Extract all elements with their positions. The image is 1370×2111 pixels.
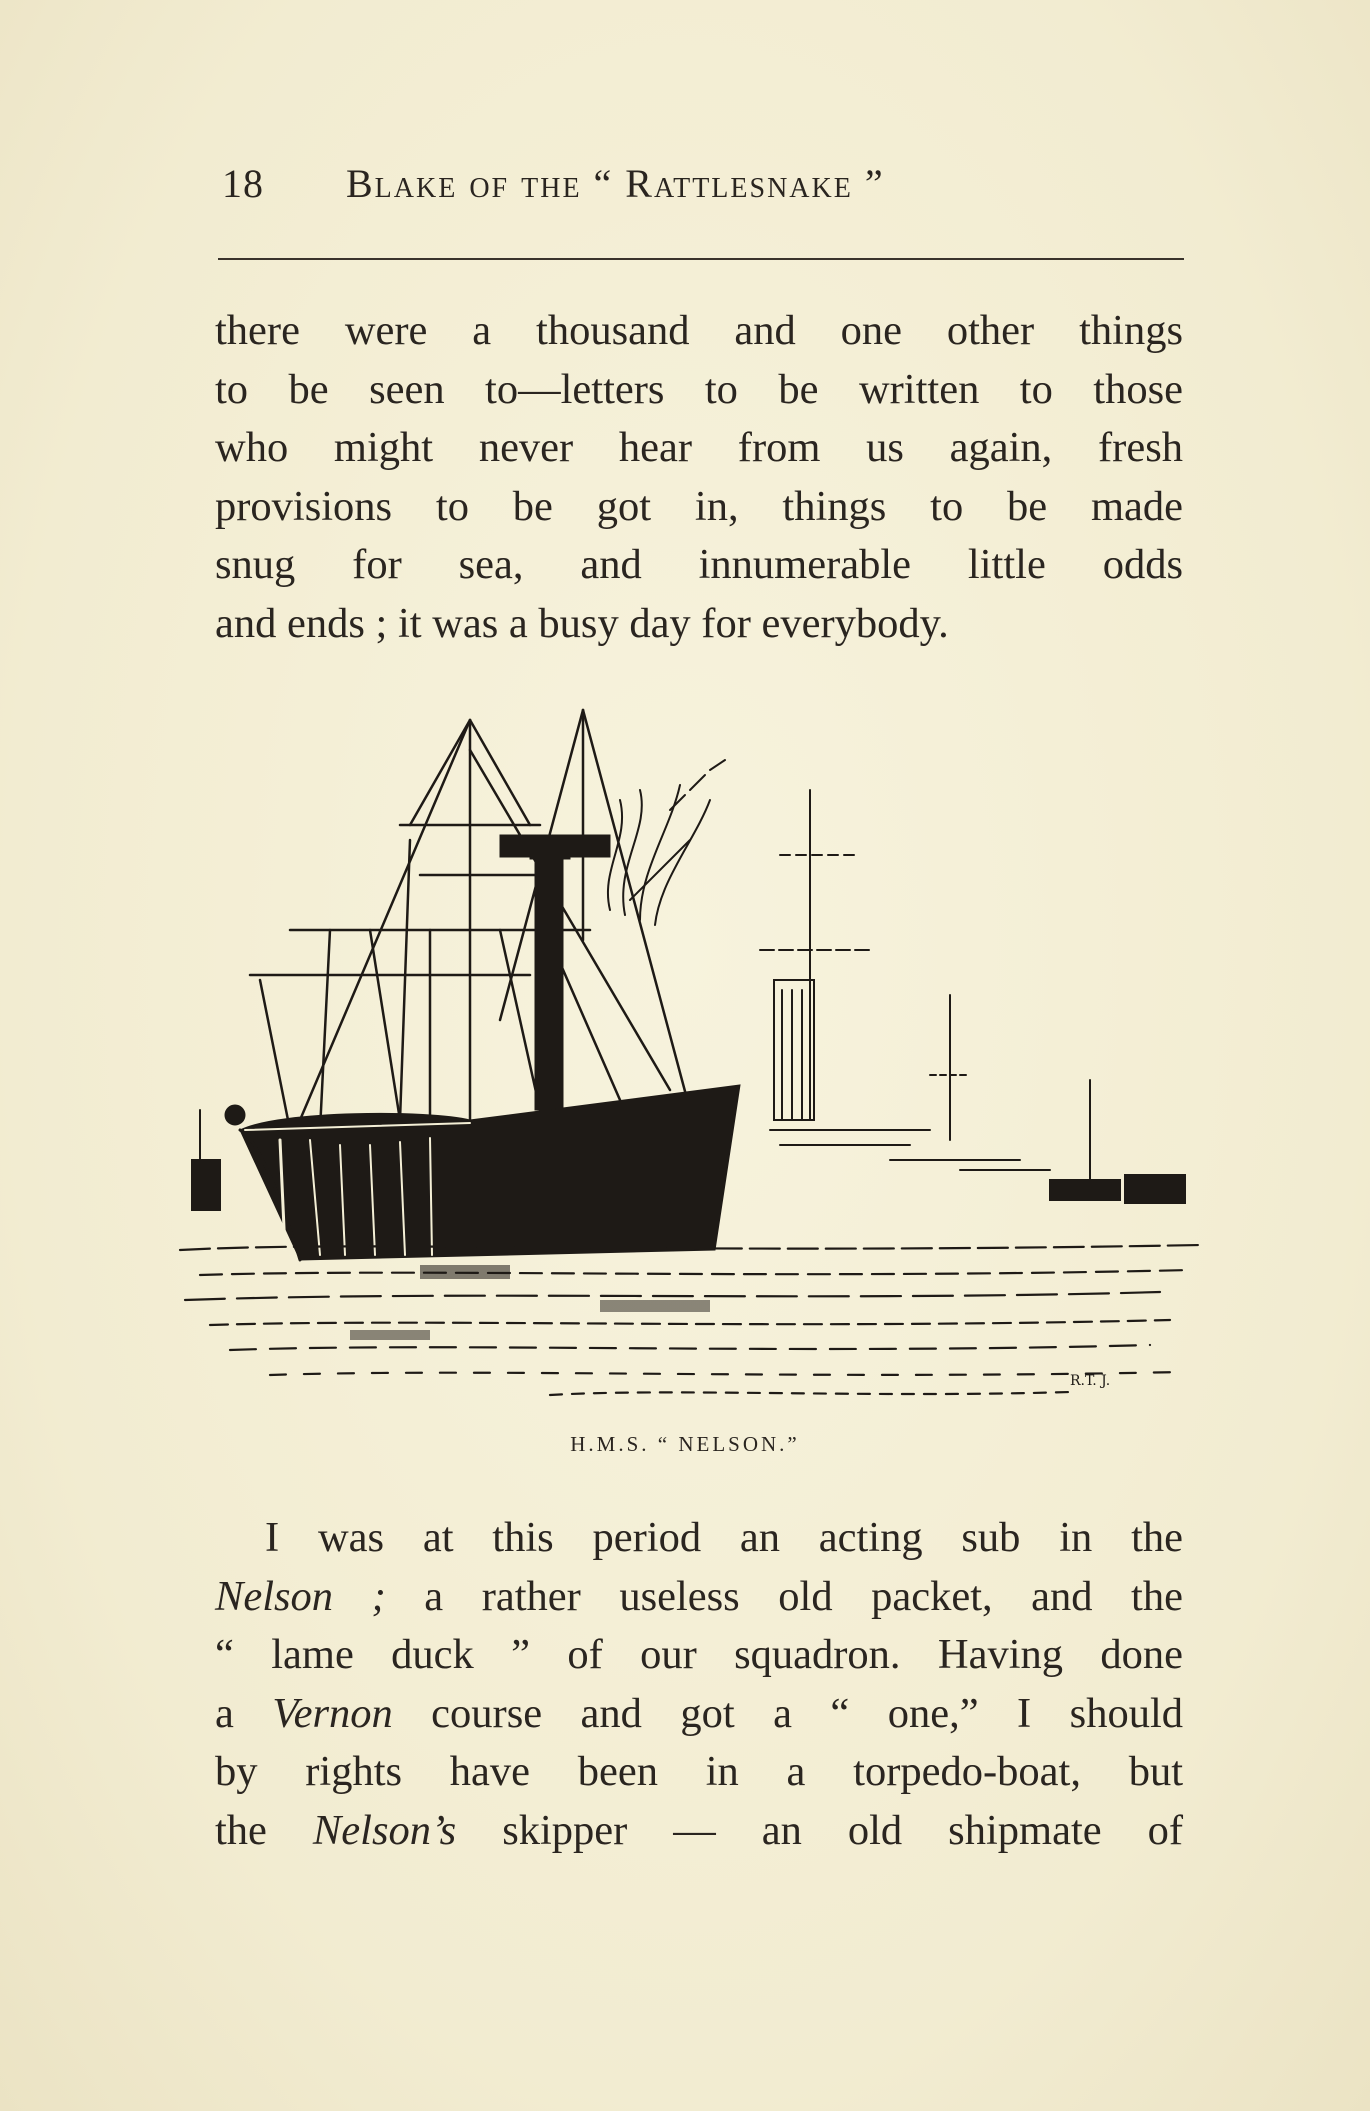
ship-illustration (170, 690, 1220, 1410)
text-line: “ lame duck ” of our squadron. Having done (215, 1631, 1183, 1678)
text-line: snug for sea, and innumerable little odds (215, 541, 1183, 588)
text-line: there were a thousand and one other things (215, 307, 1183, 354)
text-line: provisions to be got in, things to be made (215, 482, 1183, 530)
text-fragment: course and got a “ one,” I should (392, 1689, 1184, 1737)
header-rule (218, 258, 1184, 260)
text-line: by rights have been in a torpedo-boat, but (215, 1748, 1183, 1795)
water (180, 1245, 1200, 1395)
text-line (215, 1685, 1183, 1744)
page-header (218, 160, 1178, 220)
text-line: I was at this period an acting sub in the (265, 1514, 1183, 1561)
text-line (215, 1568, 1183, 1627)
smoke (608, 760, 725, 925)
italic-ship-name: Nelson ; (215, 1572, 386, 1620)
text-fragment: a (215, 1689, 273, 1737)
text-line: to be seen to—letters to be written to those (215, 365, 1183, 413)
text-line (215, 1802, 1183, 1861)
italic-ship-name: Vernon (272, 1689, 393, 1737)
masts-rigging (250, 710, 690, 1130)
text-fragment: skipper — an old shipmate of (456, 1806, 1184, 1854)
text-line: and ends ; it was a busy day for everybody. (215, 599, 949, 647)
running-title: Blake of the “ Rattlesnake ” (346, 161, 885, 206)
page-number: 18 (222, 161, 264, 206)
paragraph-top (215, 302, 1183, 653)
figure-caption: H.M.S. “ NELSON.” (570, 1432, 800, 1456)
italic-ship-name: Nelson’s (312, 1806, 457, 1854)
text-line: who might never hear from us again, fresh (215, 424, 1183, 471)
text-fragment: a rather useless old packet, and the (385, 1572, 1183, 1620)
paragraph-bottom (215, 1509, 1183, 1860)
artist-signature: R.T. J. (1070, 1373, 1111, 1389)
text-fragment: the (215, 1806, 313, 1854)
ship-hull (225, 1085, 740, 1260)
